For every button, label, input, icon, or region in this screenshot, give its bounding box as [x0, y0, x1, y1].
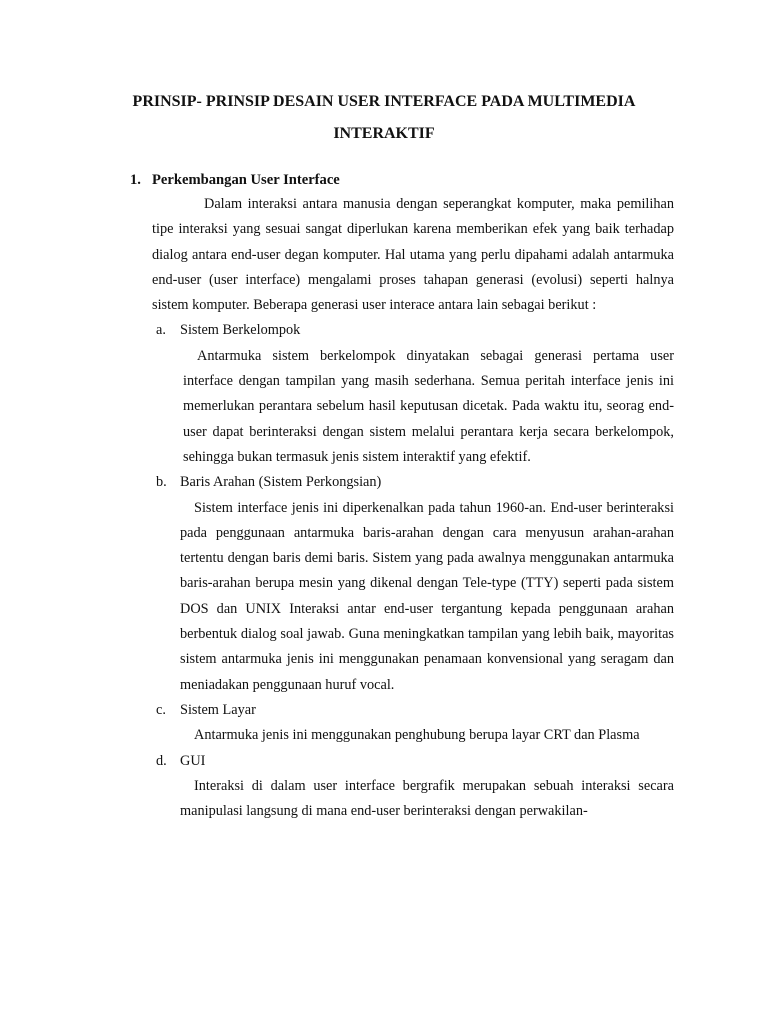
item-letter: b.: [156, 474, 167, 491]
item-letter: d.: [156, 752, 167, 769]
item-heading-a: [156, 318, 674, 343]
item-letter: c.: [156, 701, 166, 718]
title-line-2: INTERAKTIF: [333, 125, 435, 142]
item-title: Baris Arahan (Sistem Perkongsian): [180, 474, 382, 491]
item-title: GUI: [180, 752, 206, 769]
section-title: Perkembangan User Interface: [152, 172, 340, 188]
item-title: Sistem Layar: [180, 701, 256, 718]
section-number: 1.: [130, 172, 141, 188]
item-heading-b: [156, 470, 674, 495]
item-body-d: Interaksi di dalam user interface bergrafik merupakan sebuah interaksi secara manipulasi langsung di mana end-user berinteraksi dengan perwakilan-: [180, 777, 674, 820]
item-body-a: Antarmuka sistem berkelompok dinyatakan sebagai generasi pertama user interface dengan tampilan yang masih sederhana. Semua peritah interface jenis ini memerlukan perantara sebelum hasil keputusan dicetak. Pada waktu itu, seorag end-user dapat berinteraksi dengan sistem melalui perantara kerja secara berkelompok, sehingga bukan termasuk jenis sistem interaktif yang efektif.: [183, 347, 674, 465]
section-intro-paragraph: Dalam interaksi antara manusia dengan seperangkat komputer, maka pemilihan tipe interaksi yang sesuai sangat diperlukan karena memberikan efek yang baik terhadap dialog antara end-user degan komputer. Hal utama yang perlu dipahami adalah antarmuka end-user (user interface) mengalami proses tahapan generasi (evolusi) seperti halnya sistem komputer. Beberapa generasi user interace antara lain sebagai berikut :: [152, 196, 674, 314]
item-letter: a.: [156, 322, 166, 339]
document-title: [94, 86, 674, 150]
item-heading-c: [156, 698, 674, 723]
item-heading-d: [156, 749, 674, 774]
item-title: Sistem Berkelompok: [180, 322, 301, 339]
item-body-b: Sistem interface jenis ini diperkenalkan pada tahun 1960-an. End-user berinteraksi pada penggunaan antarmuka baris-arahan dengan cara menyusun arahan-arahan tertentu dengan baris demi baris. Sistem yang pada awalnya menggunakan antarmuka baris-arahan berupa mesin yang dikenal dengan Tele-type (TTY) seperti pada sistem DOS dan UNIX Interaksi antar end-user tergantung kepada penggunaan arahan berbentuk dialog soal jawab. Guna meningkatkan tampilan yang lebih baik, mayoritas sistem antarmuka jenis ini menggunakan penamaan konvensional yang seragam dan meniadakan penggunaan huruf vocal.: [180, 499, 674, 693]
title-line-1: PRINSIP- PRINSIP DESAIN USER INTERFACE PADA MULTIMEDIA: [132, 93, 636, 110]
item-body-c: Antarmuka jenis ini menggunakan penghubung berupa layar CRT dan Plasma: [194, 727, 640, 744]
section-heading: [130, 168, 674, 192]
